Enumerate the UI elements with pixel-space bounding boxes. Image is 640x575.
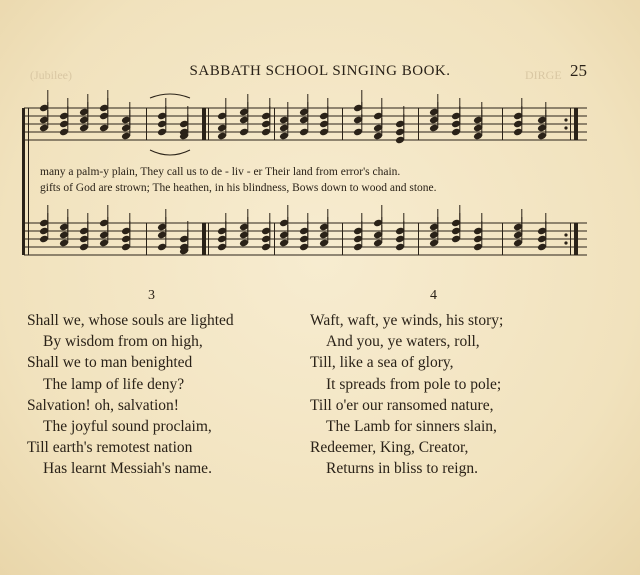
system-brace — [22, 108, 29, 255]
bleed-through-text-right: DIRGE — [525, 68, 562, 82]
verse-line: The joyful sound proclaim, — [43, 418, 212, 436]
running-head: SABBATH SCHOOL SINGING BOOK. — [189, 63, 451, 79]
verse-number-3: 3 — [148, 288, 155, 303]
verse-line: The lamp of life deny? — [43, 375, 185, 393]
verse-line: Till earth's remotest nation — [27, 439, 193, 457]
verse-line: Salvation! oh, salvation! — [27, 396, 179, 414]
repeat-dots — [564, 118, 567, 244]
notes-upper — [39, 90, 547, 144]
verse-line: Returns in bliss to reign. — [326, 460, 478, 478]
verse-line: Shall we to man benighted — [27, 354, 193, 372]
verse-line: It spreads from pole to pole; — [326, 375, 502, 393]
verse-line: Till o'er our ransomed nature, — [310, 396, 494, 414]
verse-line: And you, ye waters, roll, — [326, 333, 480, 351]
page-number: 25 — [570, 61, 587, 80]
verse-line: Has learnt Messiah's name. — [43, 460, 212, 478]
music-score — [22, 88, 592, 268]
verse-4 — [310, 310, 503, 480]
lyric-line-1: many a palm-y plain, They call us to de - liv - er Their land from error's chain. — [40, 166, 401, 178]
verse-line: Redeemer, King, Creator, — [310, 439, 469, 457]
verse-number-4: 4 — [430, 288, 437, 303]
verse-line: By wisdom from on high, — [43, 333, 203, 351]
verse-line: Till, like a sea of glory, — [310, 354, 454, 372]
bleed-through-text-left: (Jubilee) — [30, 68, 72, 82]
verse-line: Shall we, whose souls are lighted — [27, 312, 234, 329]
notes-lower — [39, 205, 547, 255]
lyric-line-2: gifts of God are strown; The heathen, in his blindness, Bows down to wood and stone. — [40, 182, 437, 194]
verse-3 — [27, 310, 234, 480]
verse-line: The Lamb for sinners slain, — [326, 418, 497, 436]
verse-line: Waft, waft, ye winds, his story; — [310, 312, 504, 329]
